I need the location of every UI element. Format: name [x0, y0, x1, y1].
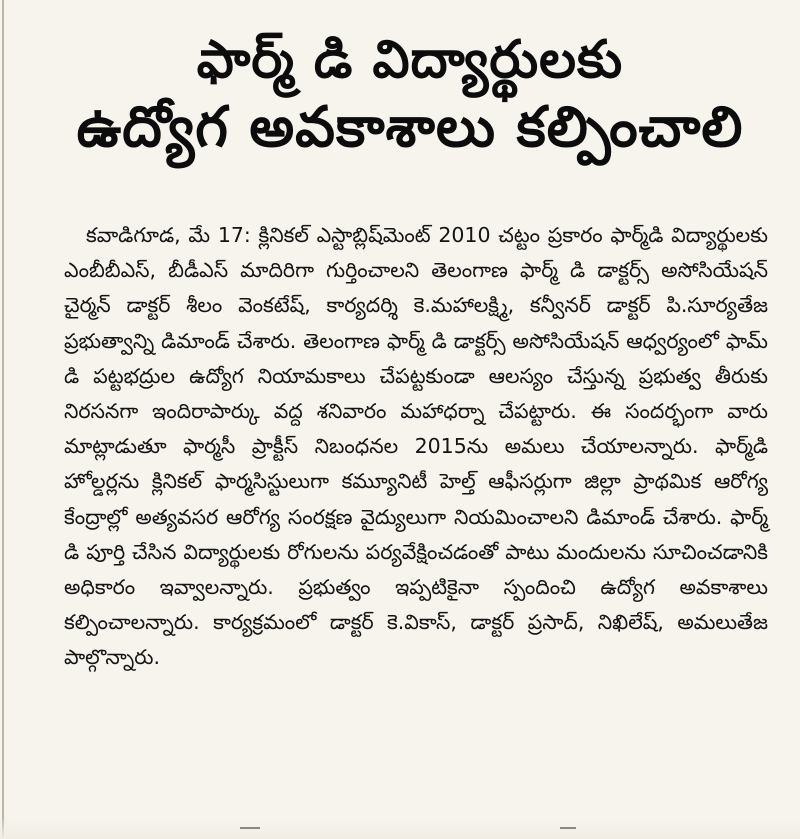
headline: [40, 30, 780, 161]
cut-mark-right: [560, 827, 576, 835]
headline-line-1: ఫార్మ్ డి విద్యార్థులకు: [196, 30, 624, 90]
page-edge: [0, 817, 800, 839]
cut-mark-left: [240, 827, 260, 835]
article-body: [64, 218, 768, 676]
article-paragraph: కవాడిగూడ, మే 17: క్లినికల్ ఎస్టాబ్లిష్‌మెంట్ 2010 చట్టం ప్రకారం ఫార్మ్‌డి విద్యార్థులకు ఎంబీబీఎస్, బీడీఎస్ మాదిరిగా గుర్తించాలని తెలంగాణ ఫార్మ్ డి డాక్టర్స్ అసోసియేషన్ చైర్మన్ డాక్టర్ శీలం వెంకటేష్, కార్యదర్శి కె.మహాలక్ష్మి, కన్వీనర్ డాక్టర్ పి.సూర్యతేజ ప్రభుత్వాన్ని డిమాండ్ చేశారు. తెలంగాణ ఫార్మ్ డి డాక్టర్స్ అసోసియేషన్ ఆధ్వర్యంలో ఫామ్ డి పట్టభద్రుల ఉద్యోగ నియామకాలు చేపట్టకుండా ఆలస్యం చేస్తున్న ప్రభుత్వ తీరుకు నిరసనగా ఇందిరాపార్కు వద్ద శనివారం మహాధర్నా చేపట్టారు. ఈ సందర్భంగా వారు మాట్లాడుతూ ఫార్మసీ ప్రాక్టీస్ నిబంధనల 2015ను అమలు చేయాలన్నారు. ఫార్మ్‌డి హోల్డర్లను క్లినికల్ ఫార్మసిస్టులుగా కమ్యూనిటీ హెల్త్ ఆఫీసర్లుగా జిల్లా ప్రాథమిక ఆరోగ్య కేంద్రాల్లో అత్యవసర ఆరోగ్య సంరక్షణ వైద్యులుగా నియమించాలని డిమాండ్ చేశారు. ఫార్మ్ డి పూర్తి చేసిన విద్యార్థులకు రోగులను పర్యవేక్షించడంతో పాటు మందులను సూచించడానికి అధికారం ఇవ్వాలన్నారు. ప్రభుత్వం ఇప్పటికైనా స్పందించి ఉద్యోగ అవకాశాలు కల్పించాలన్నారు. కార్యక్రమంలో డాక్టర్ కె.వికాస్, డాక్టర్ ప్రసాద్, నిఖిలేష్, అమలుతేజ పాల్గొన్నారు.: [64, 223, 768, 670]
headline-line-2: ఉద్యోగ అవకాశాలు కల్పించాలి: [76, 95, 744, 161]
column-rule: [2, 0, 4, 839]
